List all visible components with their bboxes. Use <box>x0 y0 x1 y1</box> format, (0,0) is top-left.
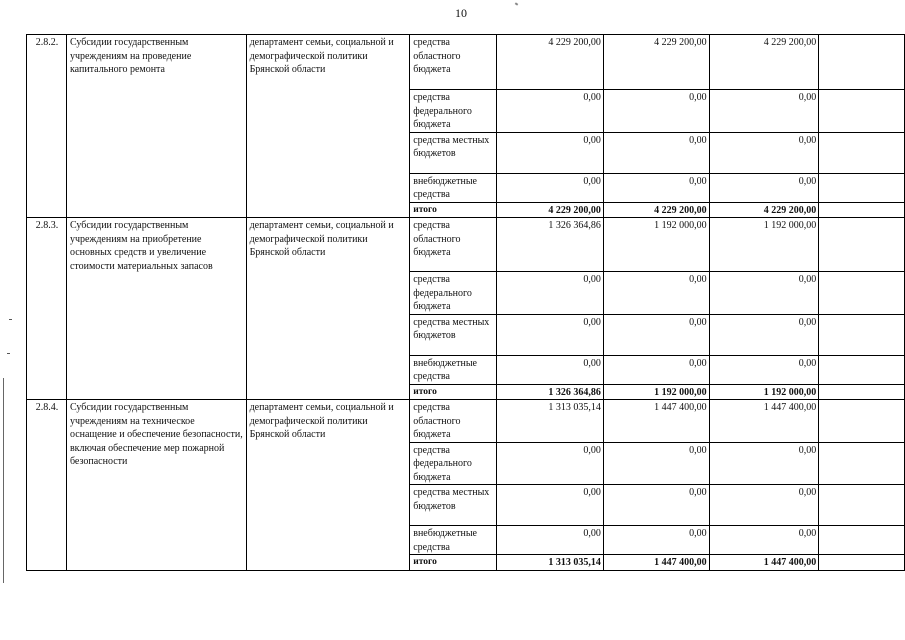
item-title: Субсидии государственным учреждениям на приобретение основных средств и увеличение стоимости материальных запасов <box>66 218 246 400</box>
amount-year-2: 0,00 <box>603 442 709 485</box>
amount-year-2: 0,00 <box>603 314 709 355</box>
amount-year-3: 0,00 <box>709 272 819 315</box>
amount-year-2: 0,00 <box>603 485 709 526</box>
funding-source: итого <box>410 555 497 571</box>
amount-year-2: 4 229 200,00 <box>603 35 709 90</box>
item-number: 2.8.4. <box>27 400 67 571</box>
empty-cell <box>819 384 905 400</box>
amount-year-1: 0,00 <box>497 272 604 315</box>
funding-source: средства федерального бюджета <box>410 272 497 315</box>
empty-cell <box>819 132 905 173</box>
amount-year-2: 1 447 400,00 <box>603 555 709 571</box>
amount-year-1: 4 229 200,00 <box>497 202 604 218</box>
amount-year-3: 4 229 200,00 <box>709 35 819 90</box>
funding-source: средства областного бюджета <box>410 400 497 443</box>
amount-year-3: 0,00 <box>709 526 819 555</box>
page-number: 10 <box>455 6 467 20</box>
funding-source: итого <box>410 202 497 218</box>
funding-source: средства местных бюджетов <box>410 485 497 526</box>
empty-cell <box>819 485 905 526</box>
amount-year-2: 4 229 200,00 <box>603 202 709 218</box>
funding-source: средства федерального бюджета <box>410 90 497 133</box>
margin-mark <box>7 353 10 354</box>
table-body <box>27 35 905 571</box>
amount-year-1: 1 313 035,14 <box>497 400 604 443</box>
amount-year-2: 0,00 <box>603 173 709 202</box>
empty-cell <box>819 442 905 485</box>
amount-year-2: 0,00 <box>603 132 709 173</box>
margin-line <box>3 378 4 583</box>
amount-year-3: 0,00 <box>709 132 819 173</box>
funding-source: внебюджетные средства <box>410 355 497 384</box>
amount-year-2: 0,00 <box>603 355 709 384</box>
amount-year-3: 1 192 000,00 <box>709 218 819 272</box>
item-number: 2.8.2. <box>27 35 67 218</box>
empty-cell <box>819 173 905 202</box>
amount-year-3: 0,00 <box>709 314 819 355</box>
funding-source: внебюджетные средства <box>410 526 497 555</box>
amount-year-2: 1 192 000,00 <box>603 384 709 400</box>
amount-year-3: 0,00 <box>709 173 819 202</box>
amount-year-1: 0,00 <box>497 355 604 384</box>
amount-year-1: 0,00 <box>497 442 604 485</box>
scan-artifact <box>515 2 519 5</box>
amount-year-1: 4 229 200,00 <box>497 35 604 90</box>
margin-mark <box>9 319 12 320</box>
amount-year-1: 0,00 <box>497 90 604 133</box>
funding-row <box>27 35 905 90</box>
amount-year-1: 0,00 <box>497 173 604 202</box>
item-number: 2.8.3. <box>27 218 67 400</box>
funding-row <box>27 400 905 443</box>
amount-year-3: 0,00 <box>709 355 819 384</box>
empty-cell <box>819 90 905 133</box>
funding-source: средства местных бюджетов <box>410 132 497 173</box>
empty-cell <box>819 526 905 555</box>
budget-table <box>26 34 905 571</box>
item-title: Субсидии государственным учреждениям на проведение капитального ремонта <box>66 35 246 218</box>
funding-source: средства областного бюджета <box>410 218 497 272</box>
amount-year-2: 1 447 400,00 <box>603 400 709 443</box>
amount-year-2: 0,00 <box>603 272 709 315</box>
amount-year-3: 0,00 <box>709 442 819 485</box>
amount-year-1: 1 326 364,86 <box>497 218 604 272</box>
amount-year-1: 0,00 <box>497 132 604 173</box>
item-executor: департамент семьи, социальной и демографической политики Брянской области <box>246 400 410 571</box>
amount-year-1: 0,00 <box>497 314 604 355</box>
empty-cell <box>819 35 905 90</box>
empty-cell <box>819 355 905 384</box>
empty-cell <box>819 314 905 355</box>
funding-source: итого <box>410 384 497 400</box>
funding-source: средства местных бюджетов <box>410 314 497 355</box>
item-title: Субсидии государственным учреждениям на техническое оснащение и обеспечение безопасности, включая обеспечение мер пожарной безопасности <box>66 400 246 571</box>
item-executor: департамент семьи, социальной и демографической политики Брянской области <box>246 35 410 218</box>
empty-cell <box>819 400 905 443</box>
funding-source: средства областного бюджета <box>410 35 497 90</box>
funding-source: средства федерального бюджета <box>410 442 497 485</box>
funding-row <box>27 218 905 272</box>
amount-year-2: 0,00 <box>603 526 709 555</box>
amount-year-1: 0,00 <box>497 485 604 526</box>
amount-year-1: 1 313 035,14 <box>497 555 604 571</box>
amount-year-1: 1 326 364,86 <box>497 384 604 400</box>
amount-year-3: 0,00 <box>709 90 819 133</box>
amount-year-3: 1 447 400,00 <box>709 555 819 571</box>
empty-cell <box>819 555 905 571</box>
amount-year-3: 1 192 000,00 <box>709 384 819 400</box>
item-executor: департамент семьи, социальной и демографической политики Брянской области <box>246 218 410 400</box>
funding-source: внебюджетные средства <box>410 173 497 202</box>
amount-year-2: 1 192 000,00 <box>603 218 709 272</box>
empty-cell <box>819 202 905 218</box>
amount-year-3: 0,00 <box>709 485 819 526</box>
amount-year-2: 0,00 <box>603 90 709 133</box>
empty-cell <box>819 272 905 315</box>
amount-year-1: 0,00 <box>497 526 604 555</box>
amount-year-3: 1 447 400,00 <box>709 400 819 443</box>
amount-year-3: 4 229 200,00 <box>709 202 819 218</box>
empty-cell <box>819 218 905 272</box>
